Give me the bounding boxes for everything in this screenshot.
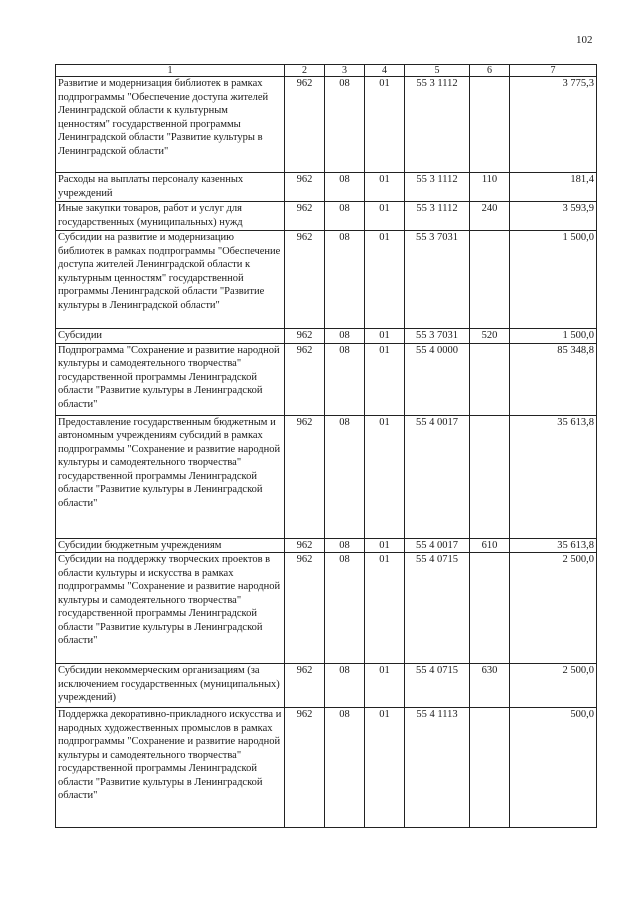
header-col-6: 6 (470, 65, 510, 77)
row-ministry-code: 962 (285, 708, 325, 828)
row-expense-type: 240 (470, 202, 510, 231)
row-subsection-code: 01 (365, 343, 405, 415)
row-ministry-code: 962 (285, 553, 325, 664)
row-target-article: 55 3 1112 (405, 202, 470, 231)
row-section-code: 08 (325, 173, 365, 202)
table-row (56, 231, 597, 329)
row-name: Предоставление государственным бюджетным и автономным учреждениям субсидий в рамках подпрограммы "Сохранение и развитие народной культуры и самодеятельного творчества" государственной программы Ленинградской области "Развитие культуры в Ленинградской области" (56, 415, 285, 538)
header-col-7: 7 (510, 65, 597, 77)
header-col-3: 3 (325, 65, 365, 77)
row-subsection-code: 01 (365, 77, 405, 173)
row-section-code: 08 (325, 77, 365, 173)
row-amount: 1 500,0 (510, 231, 597, 329)
row-expense-type (470, 77, 510, 173)
row-section-code: 08 (325, 664, 365, 708)
row-ministry-code: 962 (285, 415, 325, 538)
table-row (56, 77, 597, 173)
row-expense-type: 630 (470, 664, 510, 708)
row-amount: 3 775,3 (510, 77, 597, 173)
row-subsection-code: 01 (365, 329, 405, 344)
row-target-article: 55 3 1112 (405, 77, 470, 173)
budget-table (55, 64, 597, 828)
row-amount: 35 613,8 (510, 538, 597, 553)
table-row (56, 329, 597, 344)
row-section-code: 08 (325, 415, 365, 538)
row-amount: 500,0 (510, 708, 597, 828)
row-amount: 1 500,0 (510, 329, 597, 344)
row-ministry-code: 962 (285, 538, 325, 553)
header-col-4: 4 (365, 65, 405, 77)
row-subsection-code: 01 (365, 173, 405, 202)
row-section-code: 08 (325, 538, 365, 553)
row-section-code: 08 (325, 329, 365, 344)
table-row (56, 202, 597, 231)
row-expense-type (470, 415, 510, 538)
row-expense-type (470, 553, 510, 664)
row-section-code: 08 (325, 343, 365, 415)
row-subsection-code: 01 (365, 415, 405, 538)
table-row (56, 538, 597, 553)
row-name: Субсидии некоммерческим организациям (за исключением государственных (муниципальных) учреждений) (56, 664, 285, 708)
row-ministry-code: 962 (285, 202, 325, 231)
row-subsection-code: 01 (365, 538, 405, 553)
header-col-1: 1 (56, 65, 285, 77)
row-target-article: 55 4 0017 (405, 415, 470, 538)
row-amount: 35 613,8 (510, 415, 597, 538)
header-col-5: 5 (405, 65, 470, 77)
row-expense-type: 610 (470, 538, 510, 553)
row-expense-type: 110 (470, 173, 510, 202)
row-ministry-code: 962 (285, 343, 325, 415)
row-target-article: 55 4 0715 (405, 553, 470, 664)
row-name: Субсидии бюджетным учреждениям (56, 538, 285, 553)
row-subsection-code: 01 (365, 664, 405, 708)
row-section-code: 08 (325, 708, 365, 828)
row-name: Расходы на выплаты персоналу казенных учреждений (56, 173, 285, 202)
row-target-article: 55 3 7031 (405, 231, 470, 329)
header-col-2: 2 (285, 65, 325, 77)
table-row (56, 415, 597, 538)
row-expense-type (470, 231, 510, 329)
table-row (56, 173, 597, 202)
row-name: Субсидии на поддержку творческих проектов в области культуры и искусства в рамках подпрограммы "Сохранение и развитие народной культуры и самодеятельного творчества" государственной программы Ленинградской области "Развитие культуры в Ленинградской области" (56, 553, 285, 664)
row-amount: 2 500,0 (510, 664, 597, 708)
table-row (56, 708, 597, 828)
row-ministry-code: 962 (285, 173, 325, 202)
row-subsection-code: 01 (365, 202, 405, 231)
row-section-code: 08 (325, 553, 365, 664)
row-expense-type: 520 (470, 329, 510, 344)
row-subsection-code: 01 (365, 231, 405, 329)
row-ministry-code: 962 (285, 664, 325, 708)
row-amount: 2 500,0 (510, 553, 597, 664)
row-name: Субсидии на развитие и модернизацию библиотек в рамках подпрограммы "Обеспечение доступа жителей Ленинградской области к культурным ценностям" государственной программы Ленинградской области "Развитие культуры в Ленинградской области" (56, 231, 285, 329)
row-amount: 3 593,9 (510, 202, 597, 231)
row-name: Подпрограмма "Сохранение и развитие народной культуры и самодеятельного творчества" государственной программы Ленинградской области "Развитие культуры в Ленинградской области" (56, 343, 285, 415)
row-expense-type (470, 343, 510, 415)
row-ministry-code: 962 (285, 329, 325, 344)
row-section-code: 08 (325, 202, 365, 231)
row-target-article: 55 3 1112 (405, 173, 470, 202)
row-subsection-code: 01 (365, 708, 405, 828)
page-number: 102 (576, 34, 593, 46)
row-name: Субсидии (56, 329, 285, 344)
row-ministry-code: 962 (285, 77, 325, 173)
row-section-code: 08 (325, 231, 365, 329)
row-name: Поддержка декоративно-прикладного искусства и народных художественных промыслов в рамках подпрограммы "Сохранение и развитие народной культуры и самодеятельного творчества" государственной программы Ленинградской области "Развитие культуры в Ленинградской области" (56, 708, 285, 828)
row-target-article: 55 3 7031 (405, 329, 470, 344)
table-row (56, 553, 597, 664)
row-name: Иные закупки товаров, работ и услуг для государственных (муниципальных) нужд (56, 202, 285, 231)
row-expense-type (470, 708, 510, 828)
table-row (56, 664, 597, 708)
row-target-article: 55 4 0715 (405, 664, 470, 708)
row-name: Развитие и модернизация библиотек в рамках подпрограммы "Обеспечение доступа жителей Ленинградской области к культурным ценностям" государственной программы Ленинградской области "Развитие культуры в Ленинградской области" (56, 77, 285, 173)
row-subsection-code: 01 (365, 553, 405, 664)
table-row (56, 343, 597, 415)
header-row (56, 65, 597, 77)
row-target-article: 55 4 0000 (405, 343, 470, 415)
row-target-article: 55 4 0017 (405, 538, 470, 553)
row-target-article: 55 4 1113 (405, 708, 470, 828)
row-ministry-code: 962 (285, 231, 325, 329)
row-amount: 85 348,8 (510, 343, 597, 415)
row-amount: 181,4 (510, 173, 597, 202)
